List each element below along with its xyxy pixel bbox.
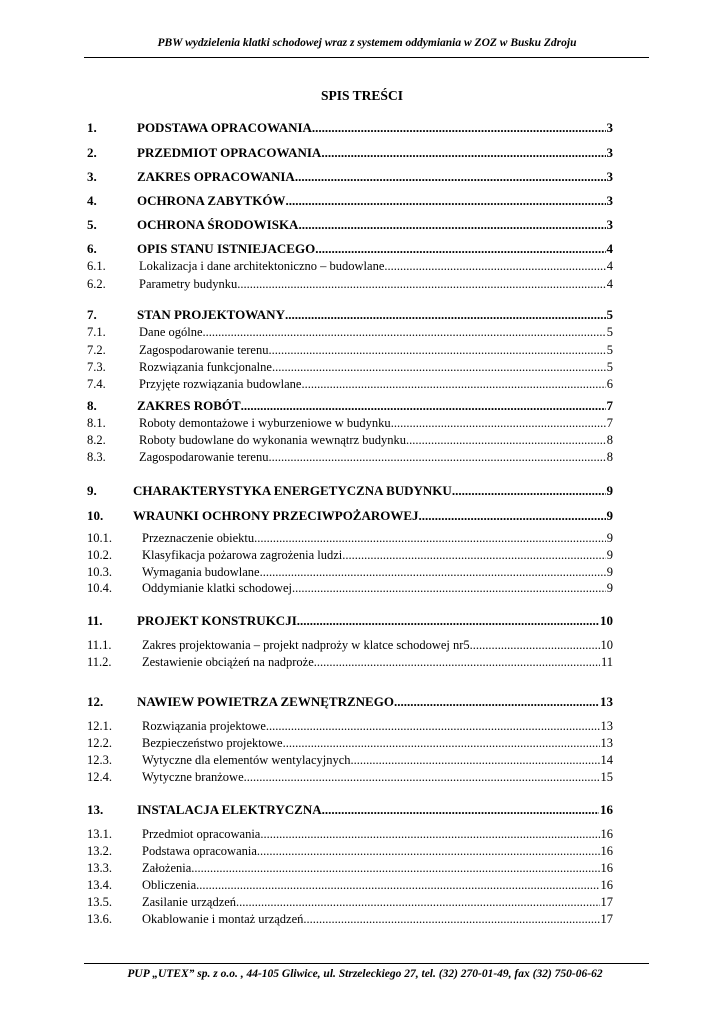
toc-entry-13-2[interactable]: 13.2. Podstawa opracowania ..... 16 — [87, 844, 613, 859]
toc-entry-13-4[interactable]: 13.4. Obliczenia ..... 16 — [87, 878, 613, 893]
toc-entry-13[interactable]: 13. INSTALACJA ELEKTRYCZNA ..... 16 — [87, 802, 613, 818]
toc-entry-2[interactable]: 2. PRZEDMIOT OPRACOWANIA ..... 3 — [87, 145, 613, 161]
toc-entry-12-3[interactable]: 12.3. Wytyczne dla elementów wentylacyjnych ..... 14 — [87, 753, 613, 768]
toc-entry-10-4[interactable]: 10.4. Oddymianie klatki schodowej ..... 9 — [87, 581, 613, 596]
toc-entry-5[interactable]: 5. OCHRONA ŚRODOWISKA ..... 3 — [87, 217, 613, 233]
toc-entry-7[interactable]: 7. STAN PROJEKTOWANY ..... 5 — [87, 307, 613, 323]
toc-entry-9[interactable]: 9. CHARAKTERYSTYKA ENERGETYCZNA BUDYNKU ..... 9 — [87, 483, 613, 499]
toc-entry-7-4[interactable]: 7.4. Przyjęte rozwiązania budowlane ..... 6 — [87, 377, 613, 392]
page-header: PBW wydzielenia klatki schodowej wraz z systemem oddymiania w ZOZ w Busku Zdroju — [157, 37, 577, 49]
toc-entry-7-1[interactable]: 7.1. Dane ogólne ..... 5 — [87, 325, 613, 340]
toc-entry-11-2[interactable]: 11.2. Zestawienie obciążeń na nadproże ..... 11 — [87, 655, 613, 670]
toc-entry-11[interactable]: 11. PROJEKT KONSTRUKCJI ..... 10 — [87, 613, 613, 629]
toc-entry-8-2[interactable]: 8.2. Roboty budowlane do wykonania wewnątrz budynku ..... 8 — [87, 433, 613, 448]
toc-entry-10[interactable]: 10. WRAUNKI OCHRONY PRZECIWPOŻAROWEJ ..... 9 — [87, 508, 613, 524]
toc-entry-12-2[interactable]: 12.2. Bezpieczeństwo projektowe ..... 13 — [87, 736, 613, 751]
toc-entry-8[interactable]: 8. ZAKRES ROBÓT ..... 7 — [87, 398, 613, 414]
toc-entry-13-6[interactable]: 13.6. Okablowanie i montaż urządzeń ..... 17 — [87, 912, 613, 927]
header-divider — [84, 57, 649, 58]
footer-divider — [84, 963, 649, 964]
toc-entry-13-5[interactable]: 13.5. Zasilanie urządzeń ..... 17 — [87, 895, 613, 910]
toc-entry-12[interactable]: 12. NAWIEW POWIETRZA ZEWNĘTRZNEGO ..... 13 — [87, 694, 613, 710]
page-footer: PUP „UTEX” sp. z o.o. , 44-105 Gliwice, ul. Strzeleckiego 27, tel. (32) 270-01-49, fax (32) 750-06-62 — [127, 968, 603, 980]
toc-entry-8-3[interactable]: 8.3. Zagospodarowanie terenu ..... 8 — [87, 450, 613, 465]
toc-entry-12-4[interactable]: 12.4. Wytyczne branżowe ..... 15 — [87, 770, 613, 785]
toc-entry-3[interactable]: 3. ZAKRES OPRACOWANIA ..... 3 — [87, 169, 613, 185]
toc-entry-6-2[interactable]: 6.2. Parametry budynku ..... 4 — [87, 277, 613, 292]
toc-entry-1[interactable]: 1. PODSTAWA OPRACOWANIA ..... 3 — [87, 120, 613, 136]
toc-entry-7-3[interactable]: 7.3. Rozwiązania funkcjonalne ..... 5 — [87, 360, 613, 375]
toc-entry-10-1[interactable]: 10.1. Przeznaczenie obiektu ..... 9 — [87, 531, 613, 546]
toc-entry-7-2[interactable]: 7.2. Zagospodarowanie terenu ..... 5 — [87, 343, 613, 358]
toc-entry-10-3[interactable]: 10.3. Wymagania budowlane ..... 9 — [87, 565, 613, 580]
toc-entry-11-1[interactable]: 11.1. Zakres projektowania – projekt nadproży w klatce schodowej nr5 ..... 10 — [87, 638, 613, 653]
toc-entry-13-3[interactable]: 13.3. Założenia ..... 16 — [87, 861, 613, 876]
toc-entry-6-1[interactable]: 6.1. Lokalizacja i dane architektoniczno – budowlane ..... 4 — [87, 259, 613, 274]
toc-entry-6[interactable]: 6. OPIS STANU ISTNIEJACEGO ..... 4 — [87, 241, 613, 257]
toc-entry-4[interactable]: 4. OCHRONA ZABYTKÓW ..... 3 — [87, 193, 613, 209]
toc-entry-10-2[interactable]: 10.2. Klasyfikacja pożarowa zagrożenia ludzi ..... 9 — [87, 548, 613, 563]
toc-title: SPIS TREŚCI — [321, 88, 403, 103]
toc-entry-8-1[interactable]: 8.1. Roboty demontażowe i wyburzeniowe w budynku ..... 7 — [87, 416, 613, 431]
toc-entry-12-1[interactable]: 12.1. Rozwiązania projektowe ..... 13 — [87, 719, 613, 734]
toc-entry-13-1[interactable]: 13.1. Przedmiot opracowania ..... 16 — [87, 827, 613, 842]
